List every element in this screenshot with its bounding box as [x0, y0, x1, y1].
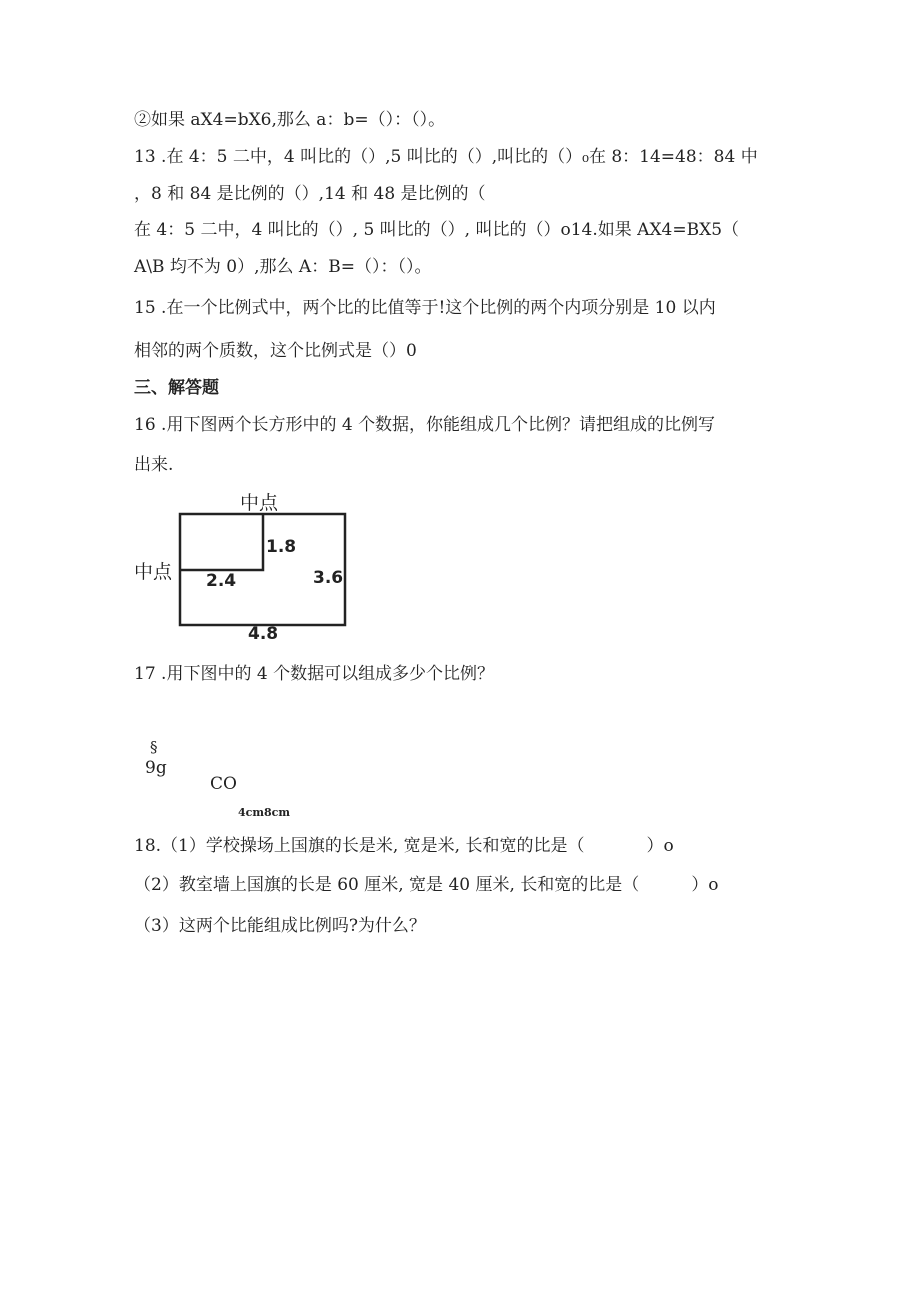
inner-rectangle-edges: [180, 514, 263, 570]
q18-part2-end: ）o: [691, 875, 719, 895]
q16-line2: 出来.: [134, 455, 174, 475]
q12-part2: ②如果 aX4=bX6,那么 a：b=（）：（）。: [134, 110, 446, 130]
fig17-text-1: §: [150, 738, 158, 756]
q18-part1-end: ）o: [646, 836, 674, 856]
q16-line1: 16 .用下图两个长方形中的 4 个数据，你能组成几个比例？请把组成的比例写: [134, 415, 716, 435]
q18-part3: （3）这两个比能组成比例吗?为什么？: [134, 916, 426, 936]
q13-line2: ，8 和 84 是比例的（）,14 和 48 是比例的（: [134, 184, 486, 204]
fig17-text-2: 9g: [145, 758, 167, 778]
q17-line: 17 .用下图中的 4 个数据可以组成多少个比例？: [134, 664, 495, 684]
q13-line3: 在 4：5 二中，4 叫比的（）, 5 叫比的（）, 叫比的（）o14.如果 AX4=BX5（: [134, 220, 740, 240]
q18-part2: [134, 873, 719, 897]
q14-line: A\B 均不为 0）,那么 A：B=（）：（）。: [134, 257, 432, 277]
fig17-text-3: CO: [210, 774, 237, 794]
q18-part1: [134, 834, 674, 858]
q18-part2-text: （2）教室墙上国旗的长是 60 厘米, 宽是 40 厘米, 长和宽的比是（: [134, 875, 640, 895]
value-3-6: 3.6: [313, 568, 344, 588]
value-4-8: 4.8: [248, 624, 279, 644]
fig17-text-4: 4cm8cm: [238, 806, 290, 819]
figure-16: [130, 485, 360, 647]
value-2-4: 2.4: [206, 571, 237, 591]
section-heading: 三、解答题: [134, 378, 219, 398]
top-midpoint-label: 中点: [240, 492, 279, 514]
left-midpoint-label: 中点: [134, 561, 173, 583]
q13-line1: 13 .在 4：5 二中，4 叫比的（）,5 叫比的（）,叫比的（）₀在 8：14=48：84 中: [134, 147, 758, 167]
q15-line2: 相邻的两个质数，这个比例式是（）0: [134, 341, 417, 361]
q15-line1: 15 .在一个比例式中，两个比的比值等于!这个比例的两个内项分别是 10 以内: [134, 298, 716, 318]
q18-part1-text: 18.（1）学校操场上国旗的长是米, 宽是米, 长和宽的比是（: [134, 836, 585, 856]
value-1-8: 1.8: [266, 537, 297, 557]
